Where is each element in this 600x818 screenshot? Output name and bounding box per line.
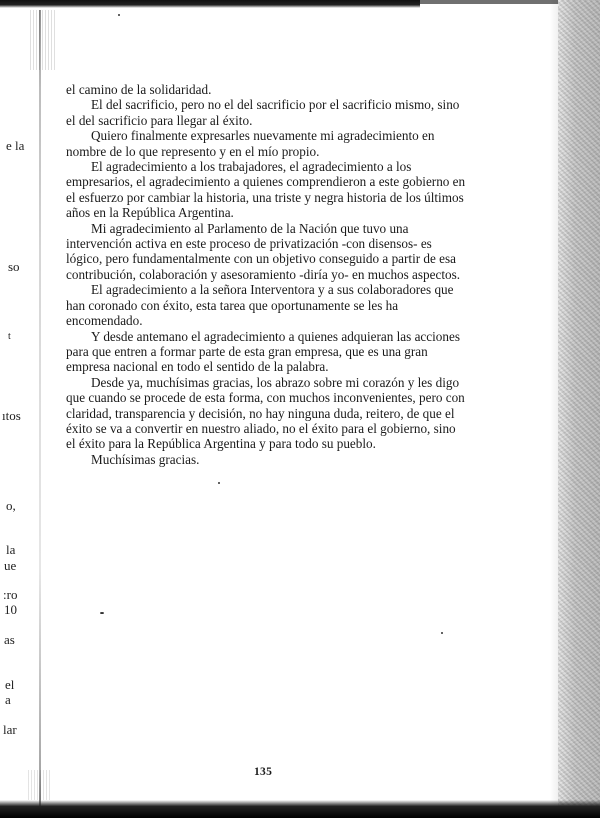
binding-smudge-top [30, 10, 56, 70]
binding-smudge-bottom [28, 770, 52, 800]
scan-top-edge [0, 0, 420, 8]
paragraph: El agradecimiento a la señora Interventora y a sus colaboradores que han coronado con éxito, esta tarea que oportunamente se les ha encomendado. [66, 282, 454, 329]
fragment-text: as [4, 632, 15, 647]
fragment-text: lar [3, 722, 17, 737]
fragment-text: o, [6, 498, 16, 513]
paragraph: El agradecimiento a los trabajadores, el agradecimiento a los empresarios, el agradecimiento a quienes comprendieron a este gobierno en el esfuerzo por cambiar la historia, una triste y negra historia de los últimos años en la República Argentina. [66, 159, 466, 221]
paragraph: Y desde antemano el agradecimiento a quienes adquieran las acciones para que entren a formar parte de esta gran empresa, que es una gran empresa nacional en todo el sentido de la palabra. [66, 328, 460, 375]
speech-body [66, 82, 466, 467]
scan-bottom-edge [0, 800, 600, 818]
page-number: 135 [254, 766, 273, 778]
fragment-text: e la [6, 138, 25, 153]
fragment-text: a [5, 692, 11, 707]
scan-speck [100, 612, 104, 614]
fragment-text: t [8, 331, 11, 342]
fragment-text: el [5, 677, 15, 692]
fragment-text: ıtos [2, 408, 21, 423]
scan-speck [441, 632, 443, 634]
paragraph: Desde ya, muchísimas gracias, los abrazo sobre mi corazón y les digo que cuando se procede de esta forma, con muchos inconvenientes, pero con claridad, transparencia y decisión, no hay ninguna duda, reitero, de que el éxito se va a convertir en nuestro aliado, no el éxito para el gobierno, sino el éxito para la República Argentina y para todo su pueblo. [66, 374, 465, 452]
paragraph: el camino de la solidaridad. [66, 82, 212, 97]
fragment-text: 10 [4, 602, 17, 617]
paragraph: El del sacrificio, pero no el del sacrificio por el sacrificio mismo, sino el del sacrificio para llegar al éxito. [66, 97, 460, 128]
scan-right-shadow [550, 0, 558, 818]
scan-speck [118, 14, 120, 16]
fragment-text: ue [4, 558, 17, 573]
paragraph: Muchísimas gracias. [91, 451, 200, 467]
fragment-text: so [8, 259, 20, 274]
fragment-text: :ro [3, 587, 18, 602]
paragraph: Quiero finalmente expresarles nuevamente mi agradecimiento en nombre de lo que represento y en el mío propio. [66, 128, 435, 159]
fragment-text: la [6, 542, 16, 557]
binding-gutter-line [39, 10, 41, 810]
scan-right-edge [558, 0, 600, 818]
paragraph: Mi agradecimiento al Parlamento de la Nación que tuvo una intervención activa en este proceso de privatización -con disensos- es lógico, pero fundamentalmente con un objetivo conseguido a partir de esa contribución, colaboración y asesoramiento -diría yo- en muchos aspectos. [66, 220, 461, 282]
scan-speck [218, 482, 220, 484]
